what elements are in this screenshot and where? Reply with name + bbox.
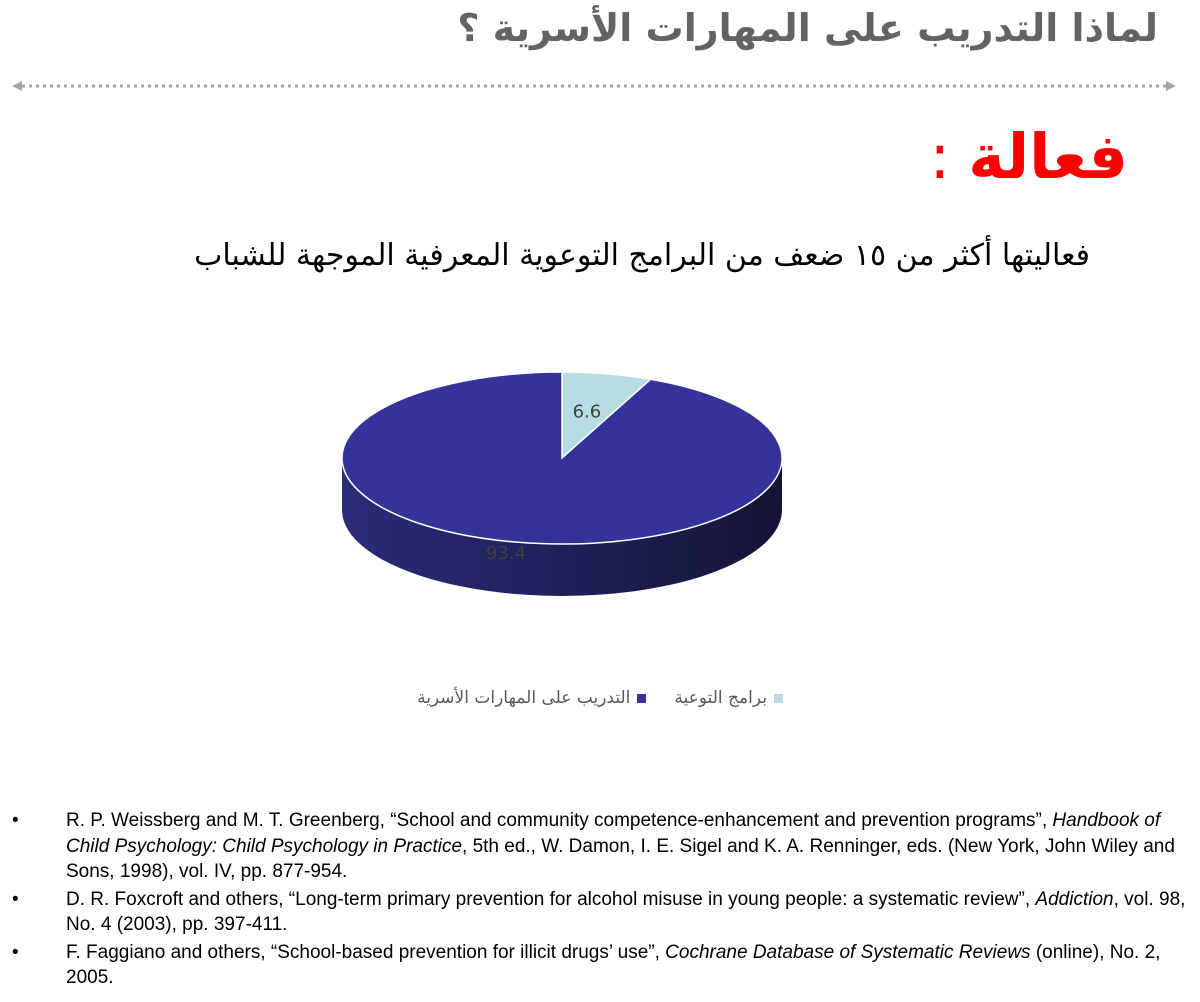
headline-text: فعالة [968,120,1128,193]
pie-slice-family-skills-training [342,372,782,544]
reference-text [66,887,1188,938]
reference-text-part: F. Faggiano and others, “School-based prevention for illicit drugs’ use”, [66,941,666,963]
pie-data-label: 93.4 [485,543,527,564]
reference-item [12,887,1188,938]
bullet-marker: • [12,941,19,963]
pie-data-label: 6.6 [572,401,602,423]
references-list [12,808,1188,993]
reference-text-part: , vol. 98, No. 4 (2003), pp. 397-411. [66,888,1186,935]
bullet-marker: • [12,810,19,831]
legend-item [417,688,646,708]
legend-swatch [637,694,646,703]
legend-item [674,688,783,708]
chart-subtitle: فعاليتها أكثر من ١٥ ضعف من البرامج التوعوية المعرفية الموجهة للشباب [194,238,1090,273]
headline [929,120,1128,194]
reference-text [66,808,1188,885]
reference-text-part: R. P. Weissberg and M. T. Greenberg, “School and community competence-enhancement and prevention programs”, [66,810,1053,831]
legend-label: برامج التوعية [674,688,767,708]
bullet-marker: • [12,888,19,910]
reference-item [12,940,1188,991]
chart-legend [0,688,1200,708]
reference-source-title: Handbook of Child Psychology: Child Psychology in Practice [66,810,1161,857]
reference-text-part: , 5th ed., W. Damon, I. E. Sigel and K. A. Renninger, eds. (New York, John Wiley and Sons, 1998), vol. IV, pp. 877-954. [66,835,1175,882]
legend-swatch [774,694,783,703]
reference-source-title: Cochrane Database of Systematic Reviews [665,941,1031,963]
reference-text [66,940,1188,991]
reference-item [12,808,1188,885]
slide-title: لماذا التدريب على المهارات الأسرية ؟ [457,6,1158,50]
dotted-divider [12,78,1176,94]
reference-text-part: D. R. Foxcroft and others, “Long-term primary prevention for alcohol misuse in young people: a systematic review”, [66,888,1036,910]
pie-chart [300,330,840,670]
reference-source-title: Addiction [1035,888,1114,910]
legend-label: التدريب على المهارات الأسرية [417,688,631,708]
reference-text-part: (online), No. 2, 2005. [66,941,1161,988]
headline-colon: : [929,120,951,193]
